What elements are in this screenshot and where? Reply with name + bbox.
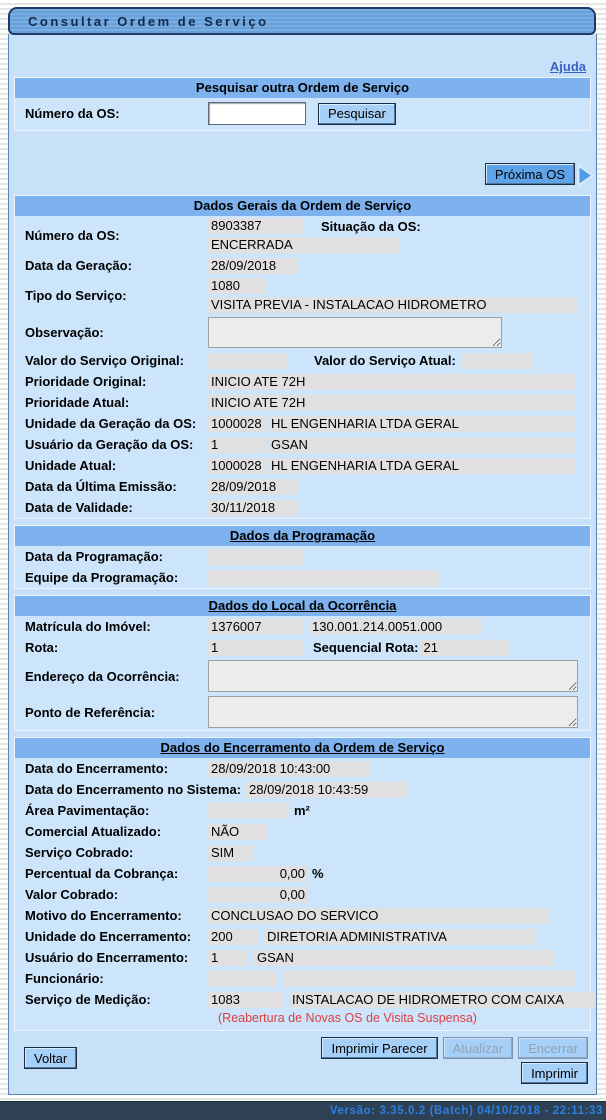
closure-unit-label: Unidade do Encerramento: bbox=[25, 929, 192, 944]
route-label: Rota: bbox=[25, 640, 59, 655]
closure-reason-label: Motivo do Encerramento: bbox=[25, 908, 182, 923]
service-type-desc-field: VISITA PREVIA - INSTALACAO HIDROMETRO bbox=[208, 297, 578, 313]
route-row bbox=[15, 637, 590, 658]
original-value-label: Valor do Serviço Original: bbox=[25, 353, 184, 368]
print-report-button[interactable]: Imprimir Parecer bbox=[321, 1037, 437, 1059]
programming-section bbox=[14, 525, 591, 589]
programming-date-label: Data da Programação: bbox=[25, 549, 163, 564]
paved-area-row bbox=[15, 800, 590, 821]
search-row bbox=[15, 98, 590, 130]
generation-user-name-field: GSAN bbox=[268, 437, 576, 453]
next-os-row bbox=[9, 163, 594, 187]
generation-date-field: 28/09/2018 bbox=[208, 258, 298, 274]
print-button[interactable]: Imprimir bbox=[521, 1062, 588, 1084]
current-unit-name-field: HL ENGENHARIA LTDA GERAL bbox=[268, 458, 576, 474]
programming-section-header: Dados da Programação bbox=[15, 526, 590, 546]
service-type-row bbox=[15, 276, 590, 315]
paved-area-label: Área Pavimentação: bbox=[25, 803, 150, 818]
closure-unit-name-field: DIRETORIA ADMINISTRATIVA bbox=[264, 929, 536, 945]
current-priority-row bbox=[15, 392, 590, 413]
charged-value-field: 0,00 bbox=[208, 887, 308, 903]
generation-unit-name-field: HL ENGENHARIA LTDA GERAL bbox=[268, 416, 576, 432]
generation-user-label: Usuário da Geração da OS: bbox=[25, 437, 194, 452]
last-emission-field: 28/09/2018 bbox=[208, 479, 298, 495]
closure-user-label: Usuário do Encerramento: bbox=[25, 950, 189, 965]
last-emission-label: Data da Última Emissão: bbox=[25, 479, 177, 494]
observation-label: Observação: bbox=[25, 325, 104, 340]
charged-value-label: Valor Cobrado: bbox=[25, 887, 119, 902]
os-number-row bbox=[15, 216, 590, 255]
help-row bbox=[9, 34, 596, 77]
charge-percent-label: Percentual da Cobrança: bbox=[25, 866, 179, 881]
charge-percent-unit-label: % bbox=[312, 866, 324, 881]
property-label: Matrícula do Imóvel: bbox=[25, 619, 151, 634]
employee-row bbox=[15, 968, 590, 989]
system-closure-date-field: 28/09/2018 10:43:59 bbox=[246, 782, 408, 798]
current-value-field bbox=[462, 353, 534, 369]
update-button: Atualizar bbox=[443, 1037, 514, 1059]
close-os-button: Encerrar bbox=[518, 1037, 588, 1059]
service-charged-label: Serviço Cobrado: bbox=[25, 845, 134, 860]
measurement-service-name-field: INSTALACAO DE HIDROMETRO COM CAIXA bbox=[289, 992, 595, 1008]
route-seq-field: 21 bbox=[420, 640, 510, 656]
location-section-header: Dados do Local da Ocorrência bbox=[15, 596, 590, 616]
closure-unit-code-field: 200 bbox=[208, 929, 258, 945]
search-section bbox=[14, 77, 591, 131]
current-unit-code-field: 1000028 bbox=[208, 458, 266, 474]
search-section-header: Pesquisar outra Ordem de Serviço bbox=[15, 78, 590, 98]
last-emission-row bbox=[15, 476, 590, 497]
closure-date-field: 28/09/2018 10:43:00 bbox=[208, 761, 370, 777]
address-label: Endereço da Ocorrência: bbox=[25, 668, 180, 684]
current-unit-row bbox=[15, 455, 590, 476]
generation-unit-row bbox=[15, 413, 590, 434]
closure-unit-row bbox=[15, 926, 590, 947]
main-content bbox=[8, 34, 597, 1095]
programming-team-label: Equipe da Programação: bbox=[25, 570, 179, 585]
general-section bbox=[14, 195, 591, 519]
os-number-search-input[interactable] bbox=[208, 102, 306, 125]
employee-name-field bbox=[284, 971, 576, 987]
charge-percent-field: 0,00 bbox=[208, 866, 308, 882]
system-closure-date-label: Data do Encerramento no Sistema: bbox=[25, 782, 241, 797]
commercial-updated-field: NÃO bbox=[208, 824, 268, 840]
generation-user-code-field: 1 bbox=[208, 437, 266, 453]
situation-field: ENCERRADA bbox=[208, 237, 400, 253]
current-priority-field: INICIO ATE 72H bbox=[208, 395, 576, 411]
service-charged-row bbox=[15, 842, 590, 863]
service-type-code-field: 1080 bbox=[208, 278, 266, 294]
measurement-service-code-field: 1083 bbox=[208, 992, 283, 1008]
action-buttons-area bbox=[14, 1037, 591, 1085]
closure-date-row bbox=[15, 758, 590, 779]
service-charged-field: SIM bbox=[208, 845, 254, 861]
os-number-search-label: Número da OS: bbox=[25, 106, 120, 121]
property-code-field: 1376007 bbox=[208, 619, 303, 635]
observation-row bbox=[15, 315, 590, 350]
back-button[interactable]: Voltar bbox=[24, 1047, 77, 1069]
original-priority-label: Prioridade Original: bbox=[25, 374, 147, 389]
general-section-header: Dados Gerais da Ordem de Serviço bbox=[15, 196, 590, 216]
validity-label: Data de Validade: bbox=[25, 500, 133, 515]
closure-date-label: Data do Encerramento: bbox=[25, 761, 169, 776]
service-value-row bbox=[15, 350, 590, 371]
charge-percent-row bbox=[15, 863, 590, 884]
validity-field: 30/11/2018 bbox=[208, 500, 298, 516]
paved-area-field bbox=[208, 803, 290, 819]
location-section bbox=[14, 595, 591, 731]
commercial-updated-label: Comercial Atualizado: bbox=[25, 824, 162, 839]
reference-textarea[interactable] bbox=[208, 696, 578, 728]
generation-date-label: Data da Geração: bbox=[25, 258, 132, 273]
reference-label: Ponto de Referência: bbox=[25, 704, 156, 720]
current-priority-label: Prioridade Atual: bbox=[25, 395, 130, 410]
os-number-label: Número da OS: bbox=[25, 228, 120, 243]
employee-label: Funcionário: bbox=[25, 971, 104, 986]
reopen-suspended-warning: (Reabertura de Novas OS de Visita Suspensa) bbox=[218, 1011, 477, 1025]
system-closure-date-row bbox=[15, 779, 590, 800]
version-footer-bar bbox=[0, 1101, 606, 1120]
programming-date-row bbox=[15, 546, 590, 567]
current-unit-label: Unidade Atual: bbox=[25, 458, 117, 473]
original-priority-field: INICIO ATE 72H bbox=[208, 374, 576, 390]
closure-user-row bbox=[15, 947, 590, 968]
os-number-field: 8903387 bbox=[208, 218, 303, 234]
situation-label: Situação da OS: bbox=[321, 218, 421, 234]
validity-row bbox=[15, 497, 590, 518]
employee-code-field bbox=[208, 971, 278, 987]
measurement-service-row bbox=[15, 989, 590, 1010]
route-seq-label: Sequencial Rota: bbox=[313, 640, 419, 655]
generation-date-row bbox=[15, 255, 590, 276]
next-os-arrow-icon[interactable] bbox=[577, 164, 594, 187]
paved-area-unit-label: m² bbox=[294, 803, 310, 818]
next-os-button[interactable]: Próxima OS bbox=[485, 163, 575, 185]
page-title: Consultar Ordem de Serviço bbox=[28, 13, 269, 29]
closure-reason-field: CONCLUSAO DO SERVICO bbox=[208, 908, 550, 924]
reference-row bbox=[15, 694, 590, 730]
programming-team-row bbox=[15, 567, 590, 588]
charged-value-row bbox=[15, 884, 590, 905]
property-row bbox=[15, 616, 590, 637]
version-text: Versão: 3.35.0.2 (Batch) 04/10/2018 - 22:11:33 bbox=[329, 1105, 603, 1117]
generation-unit-code-field: 1000028 bbox=[208, 416, 266, 432]
closure-user-name-field: GSAN bbox=[254, 950, 554, 966]
programming-date-field bbox=[208, 549, 303, 565]
generation-unit-label: Unidade da Geração da OS: bbox=[25, 416, 197, 431]
route-field: 1 bbox=[208, 640, 303, 656]
property-inscription-field: 130.001.214.0051.000 bbox=[309, 619, 481, 635]
observation-textarea[interactable] bbox=[208, 317, 502, 348]
measurement-service-label: Serviço de Medição: bbox=[25, 992, 151, 1007]
closure-section-header: Dados do Encerramento da Ordem de Serviço bbox=[15, 738, 590, 758]
commercial-updated-row bbox=[15, 821, 590, 842]
current-value-label: Valor do Serviço Atual: bbox=[314, 353, 456, 368]
address-row bbox=[15, 658, 590, 694]
closure-user-code-field: 1 bbox=[208, 950, 248, 966]
generation-user-row bbox=[15, 434, 590, 455]
programming-team-field bbox=[208, 570, 440, 586]
window-title-bar bbox=[8, 7, 596, 35]
closure-section bbox=[14, 737, 591, 1031]
address-textarea[interactable] bbox=[208, 660, 578, 692]
help-link[interactable]: Ajuda bbox=[549, 59, 586, 74]
closure-reason-row bbox=[15, 905, 590, 926]
original-value-field bbox=[208, 353, 288, 369]
service-type-label: Tipo do Serviço: bbox=[25, 288, 127, 303]
original-priority-row bbox=[15, 371, 590, 392]
search-button[interactable]: Pesquisar bbox=[318, 103, 396, 125]
